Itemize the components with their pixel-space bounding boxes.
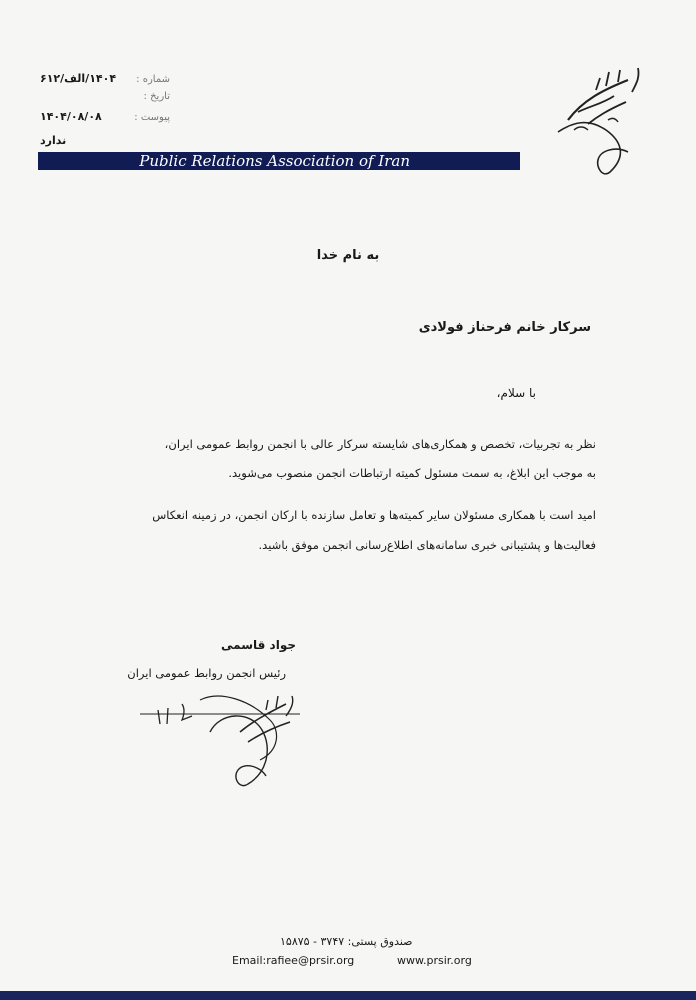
- attachment-note: ندارد: [40, 134, 67, 147]
- meta-number-row: [40, 72, 170, 91]
- footer-website: www.prsir.org: [397, 954, 472, 967]
- number-label: شماره :: [136, 74, 170, 85]
- meta-date-row: [40, 91, 170, 110]
- attachment-value: ۱۴۰۴/۰۸/۰۸: [40, 110, 102, 123]
- footer-email: Email:rafiee@prsir.org: [232, 954, 355, 967]
- paragraph-2-line-2: فعالیت‌ها و پشتیبانی خبری سامانه‌های اطلاع‌رسانی انجمن موفق باشید.: [258, 538, 596, 552]
- paragraph-2-line-1: امید است با همکاری مسئولان سایر کمیته‌ها و تعامل سازنده با ارکان انجمن، در زمینه انعکاس: [152, 508, 596, 522]
- attachment-label: پیوست :: [134, 112, 170, 123]
- letterhead-band: Public Relations Association of Iran: [38, 152, 520, 170]
- date-label: تاریخ :: [143, 91, 170, 102]
- pr-association-calligraphy-logo-icon: [548, 60, 648, 180]
- paragraph-1-line-2: به موجب این ابلاغ، به سمت مسئول کمیته ارتباطات انجمن منصوب می‌شوید.: [228, 466, 596, 480]
- signer-title: رئیس انجمن روابط عمومی ایران: [127, 666, 286, 680]
- paragraph-2: [116, 500, 596, 560]
- recipient: سرکار خانم فرحناز فولادی: [418, 320, 591, 335]
- basmala: به نام خدا: [316, 248, 380, 263]
- association-seal-icon: [200, 692, 300, 792]
- letter-meta: [40, 72, 170, 129]
- greeting: با سلام،: [496, 386, 536, 400]
- meta-attachment-row: [40, 110, 170, 129]
- paragraph-1: [116, 430, 596, 488]
- paragraph-1-line-1: نظر به تجربیات، تخصص و همکاری‌های شایسته سرکار عالی با انجمن روابط عمومی ایران،: [164, 437, 596, 451]
- number-value: ۱۴۰۴/الف/۶۱۲: [40, 72, 117, 85]
- footer-po-box: صندوق پستی: ۳۷۴۷ - ۱۵۸۷۵: [280, 935, 413, 948]
- signer-name: جواد قاسمی: [221, 638, 296, 652]
- bottom-band: [0, 991, 696, 1000]
